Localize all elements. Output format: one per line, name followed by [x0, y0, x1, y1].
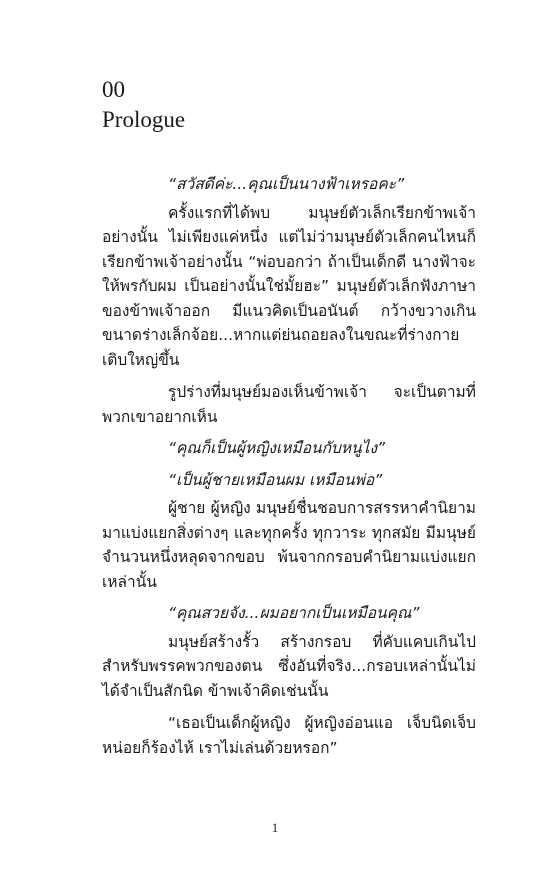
body-paragraph: ผู้ชาย ผู้หญิง มนุษย์ชื่นชอบการสรรหาคำนิยามมาแบ่งแยกสิ่งต่างๆ และทุกครั้ง ทุกวาระ ทุกสมัย มีมนุษย์จำนวนหนึ่งหลุดจากขอบ พ้นจากกรอบคำนิยามแบ่งแยกเหล่านั้น [102, 499, 476, 591]
page-number: 1 [271, 820, 279, 835]
dialogue-quote: “สวัสดีค่ะ...คุณเป็นนางฟ้าเหรอคะ” [168, 175, 405, 193]
dialogue-quote: “เป็นผู้ชายเหมือนผม เหมือนพ่อ” [168, 470, 383, 489]
body-paragraph: “เธอเป็นเด็กผู้หญิง ผู้หญิงอ่อนแอ เจ็บนิดเจ็บหน่อยก็ร้องไห้ เราไม่เล่นด้วยหรอก” [102, 714, 476, 757]
chapter-number: 00 [102, 77, 125, 102]
dialogue-quote: “คุณสวยจัง...ผมอยากเป็นเหมือนคุณ” [168, 604, 420, 622]
chapter-body [102, 172, 476, 760]
body-paragraph: รูปร่างที่มนุษย์มองเห็นข้าพเจ้า จะเป็นตามที่พวกเขาอยากเห็น [102, 383, 476, 426]
body-paragraph: ครั้งแรกที่ได้พบ มนุษย์ตัวเล็กเรียกข้าพเจ้าอย่างนั้น ไม่เพียงแค่หนึ่ง แต่ไม่ว่ามนุษย์ตัวเล็กคนไหนก็เรียกข้าพเจ้าอย่างนั้น “พ่อบอกว่า ถ้าเป็นเด็กดี นางฟ้าจะให้พรกับผม เป็นอย่างนั้นใช่มั้ยฮะ” มนุษย์ตัวเล็กฟังภาษาของข้าพเจ้าออก มีแนวคิดเป็นอนันต์ กว้างขวางเกินขนาดร่างเล็กจ้อย...หากแต่ย่นถอยลงในขณะที่ร่างกายเติบใหญ่ขึ้น [102, 203, 476, 369]
chapter-title: Prologue [102, 107, 186, 132]
body-paragraph: มนุษย์สร้างรั้ว สร้างกรอบ ที่คับแคบเกินไปสำหรับพรรคพวกของตน ซึ่งอันที่จริง...กรอบเหล่านั้นไม่ได้จำเป็นสักนิด ข้าพเจ้าคิดเช่นนั้น [102, 632, 476, 700]
dialogue-quote: “คุณก็เป็นผู้หญิงเหมือนกับหนูไง” [168, 439, 386, 457]
